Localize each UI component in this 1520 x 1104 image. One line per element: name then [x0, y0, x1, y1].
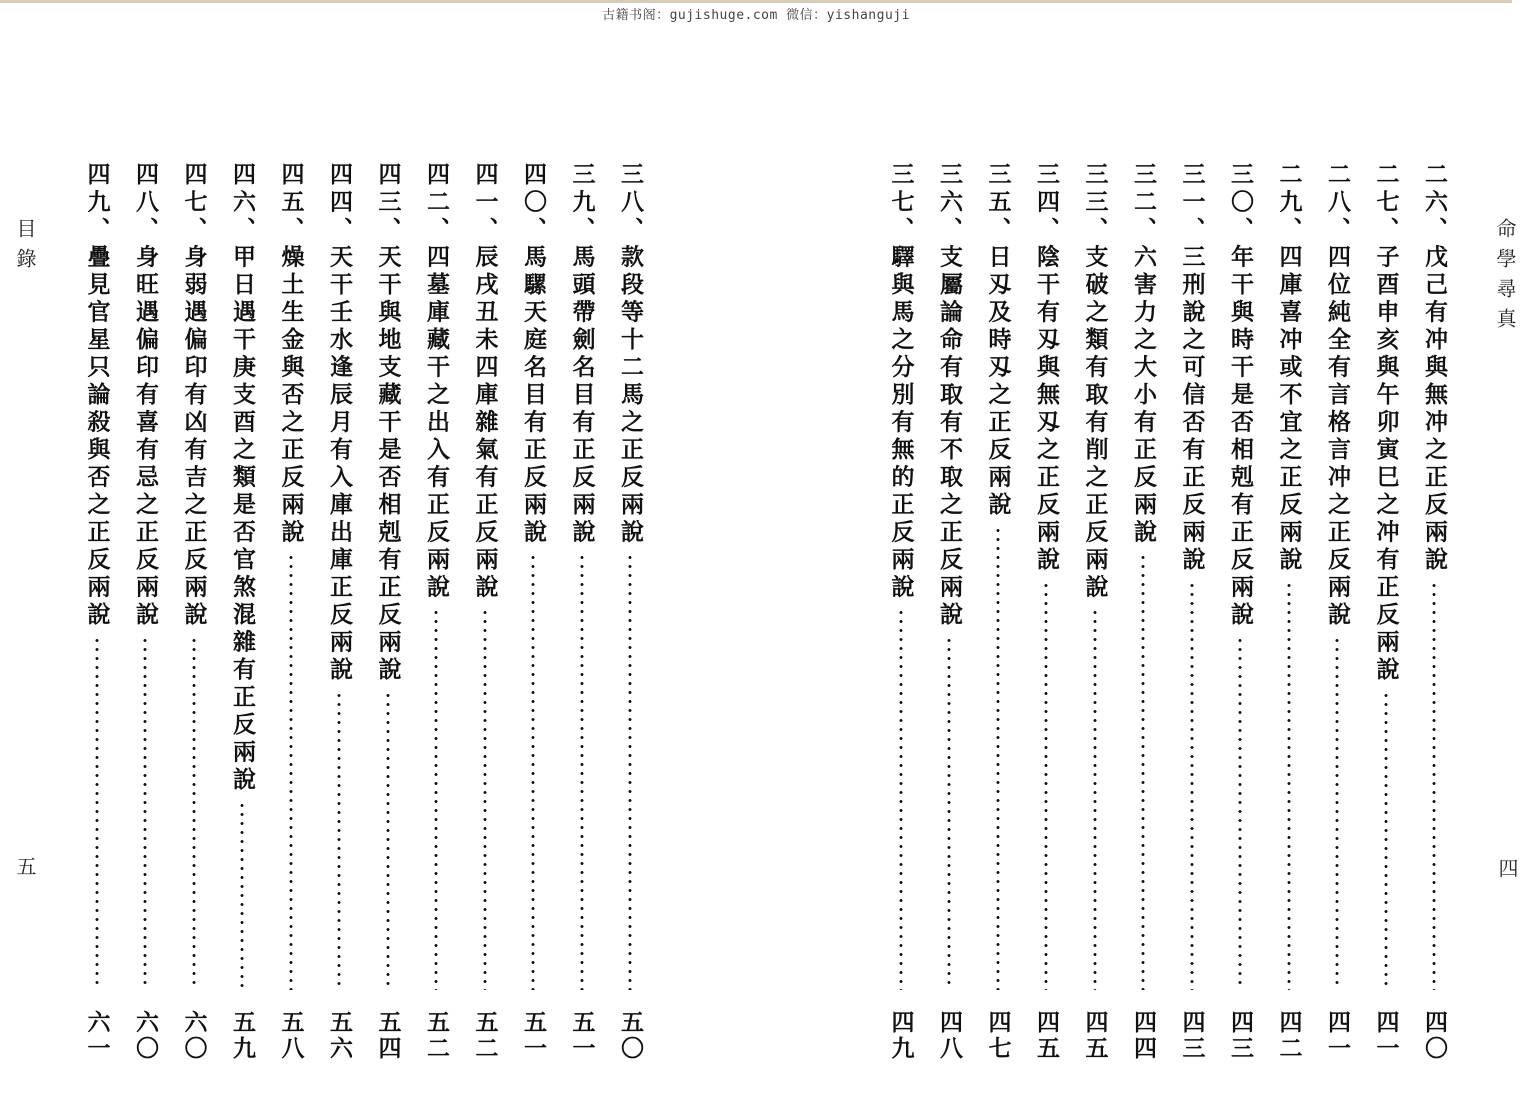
dot-leader: [1287, 581, 1291, 990]
toc-entry-page: 六〇: [180, 1010, 208, 1062]
toc-entry-page: 五一: [520, 1010, 547, 1062]
toc-entry: [79, 162, 115, 1062]
toc-entry-title: 四三、天干與地支藏干是否相剋有正反兩說: [374, 162, 402, 685]
dot-leader: [337, 691, 341, 990]
dot-leader: [580, 553, 584, 990]
toc-entry: [883, 162, 919, 1062]
dot-leader: [483, 608, 487, 990]
dot-leader: [386, 691, 390, 990]
dot-leader: [1141, 553, 1145, 990]
toc-entry-page: 六一: [83, 1010, 111, 1062]
dot-leader: [289, 553, 293, 990]
toc-entry: [467, 162, 503, 1062]
toc-entry-title: 三一、三刑說之可信否有正反兩說: [1178, 162, 1206, 575]
toc-entry-page: 四一: [1324, 1010, 1351, 1062]
toc-entry: [224, 162, 260, 1062]
section-title-header: 目錄: [13, 218, 37, 278]
toc-entry-title: 三六、支屬論命有取有不取之正反兩說: [936, 162, 963, 630]
toc-entry-title: 四〇、馬騾天庭名目有正反兩說: [520, 162, 547, 547]
toc-entry: [564, 162, 600, 1062]
toc-entry-title: 四八、身旺遇偏印有喜有忌之正反兩說: [132, 162, 159, 630]
toc-entry-page: 五九: [229, 1010, 256, 1062]
watermark: 古籍书阁：gujishuge.com 微信：yishanguji: [602, 8, 910, 23]
toc-entry-title: 四七、身弱遇偏印有凶有吉之正反兩說: [180, 162, 208, 630]
page-number-folio: 五: [13, 856, 37, 876]
toc-entry-title: 二八、四位純全有言格言冲之正反兩說: [1324, 162, 1351, 630]
toc-entry: [1125, 162, 1161, 1062]
dot-leader: [996, 526, 1000, 990]
toc-entry-page: 五六: [326, 1010, 353, 1062]
toc-entry-page: 五八: [277, 1010, 305, 1062]
dot-leader: [1093, 608, 1097, 990]
toc-entry-title: 四九、疊見官星只論殺與否之正反兩說: [83, 162, 111, 630]
toc-entry-title: 三二、六害力之大小有正反兩說: [1130, 162, 1157, 547]
toc-entry-page: 四二: [1275, 1010, 1303, 1062]
toc-entry: [980, 162, 1016, 1062]
toc-entry: [321, 162, 357, 1062]
dot-leader: [192, 636, 196, 990]
toc-entry-page: 四五: [1033, 1010, 1060, 1062]
toc-entry-page: 五〇: [617, 1010, 644, 1062]
toc-entry-page: 四三: [1178, 1010, 1206, 1062]
book-title-header: 命學尋真: [1493, 218, 1517, 338]
toc-entry-title: 四四、天干壬水逢辰月有入庫出庫正反兩說: [326, 162, 353, 685]
toc-entry-title: 二九、四庫喜冲或不宜之正反兩說: [1275, 162, 1303, 575]
toc-entry-title: 四一、辰戌丑未四庫雜氣有正反兩說: [471, 162, 499, 602]
toc-entry-title: 四二、四墓庫藏干之出入有正反兩說: [423, 162, 450, 602]
toc-entry: [1222, 162, 1258, 1062]
toc-entry-page: 四九: [887, 1010, 915, 1062]
toc-entry: [1077, 162, 1113, 1062]
toc-entry-page: 四七: [984, 1010, 1012, 1062]
toc-entry: [515, 162, 551, 1062]
page-number-folio: 四: [1495, 858, 1519, 878]
toc-entry: [612, 162, 648, 1062]
toc-entry-title: 四五、燥土生金與否之正反兩說: [277, 162, 305, 547]
dot-leader: [899, 608, 903, 990]
toc-entry-page: 四四: [1130, 1010, 1157, 1062]
left-page: [0, 0, 680, 1104]
dot-leader: [434, 608, 438, 990]
toc-entry: [1271, 162, 1307, 1062]
toc-entry-title: 三五、日刄及時刄之正反兩說: [984, 162, 1012, 520]
toc-entry-page: 五二: [471, 1010, 499, 1062]
toc-entry: [1319, 162, 1355, 1062]
right-page: [880, 0, 1519, 1104]
dot-leader: [1190, 581, 1194, 990]
dot-leader: [1432, 581, 1436, 990]
toc-entry-page: 五一: [568, 1010, 596, 1062]
toc-entry-page: 四五: [1081, 1010, 1109, 1062]
toc-entry: [1368, 162, 1404, 1062]
toc-entry: [273, 162, 309, 1062]
dot-leader: [1238, 636, 1242, 990]
toc-entry-title: 三九、馬頭帶劍名目有正反兩說: [568, 162, 596, 547]
toc-entry: [418, 162, 454, 1062]
toc-entry: [370, 162, 406, 1062]
dot-leader: [1335, 636, 1339, 990]
toc-entry-page: 五二: [423, 1010, 450, 1062]
toc-entry-title: 三四、陰干有刄與無刄之正反兩說: [1033, 162, 1060, 575]
toc-entry-page: 四〇: [1421, 1010, 1448, 1062]
toc-entry-title: 三七、驛與馬之分別有無的正反兩說: [887, 162, 915, 602]
toc-entry-title: 二七、子酉申亥與午卯寅巳之冲有正反兩說: [1372, 162, 1400, 685]
dot-leader: [143, 636, 147, 990]
toc-entry-title: 三三、支破之類有取有削之正反兩說: [1081, 162, 1109, 602]
toc-entry: [1174, 162, 1210, 1062]
dot-leader: [947, 636, 951, 990]
toc-entry: [127, 162, 163, 1062]
toc-entry-page: 四八: [936, 1010, 963, 1062]
toc-entry: [176, 162, 212, 1062]
toc-entry: [931, 162, 967, 1062]
toc-entry-page: 五四: [374, 1010, 402, 1062]
toc-entry: [1416, 162, 1452, 1062]
toc-entry-title: 三八、款段等十二馬之正反兩說: [617, 162, 644, 547]
toc-entry-title: 三〇、年干與時干是否相剋有正反兩說: [1227, 162, 1254, 630]
dot-leader: [240, 801, 244, 990]
dot-leader: [1044, 581, 1048, 990]
toc-entry: [1028, 162, 1064, 1062]
toc-entry-title: 二六、戊己有冲與無冲之正反兩說: [1421, 162, 1448, 575]
dot-leader: [1384, 691, 1388, 990]
toc-entry-title: 四六、甲日遇干庚支酉之類是否官煞混雜有正反兩說: [229, 162, 256, 795]
dot-leader: [628, 553, 632, 990]
dot-leader: [531, 553, 535, 990]
dot-leader: [95, 636, 99, 990]
toc-entry-page: 六〇: [132, 1010, 159, 1062]
toc-entry-page: 四三: [1227, 1010, 1254, 1062]
toc-entry-page: 四一: [1372, 1010, 1400, 1062]
